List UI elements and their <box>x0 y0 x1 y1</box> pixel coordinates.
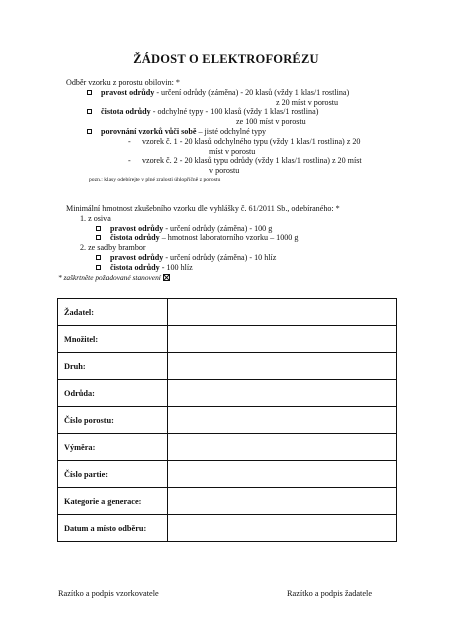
sub-item: - vzorek č. 1 - 20 klasů odchylného typu (vždy 1 klas/1 rostlina) z 20 <box>128 136 361 146</box>
form-field-label: Žadatel: <box>58 299 168 326</box>
sampling-note: pozn.: klasy odebírejte v plné zralosti úhlopříčně z porostu <box>89 176 221 183</box>
form-field-value[interactable] <box>168 299 397 326</box>
form-row <box>58 299 397 326</box>
form-field-value[interactable] <box>168 353 397 380</box>
form-field-label: Odrůda: <box>58 380 168 407</box>
checklist-item-continuation: z 20 míst v porostu <box>276 97 339 107</box>
signature-sampler: Razítko a podpis vzorkovatele <box>58 589 159 598</box>
form-row <box>58 461 397 488</box>
checkbox[interactable] <box>87 129 92 134</box>
form-field-label: Množitel: <box>58 326 168 353</box>
form-field-value[interactable] <box>168 380 397 407</box>
form-row <box>58 434 397 461</box>
checkbox[interactable] <box>87 90 92 95</box>
sub-item-continuation: v porostu <box>209 166 240 176</box>
form-field-value[interactable] <box>168 434 397 461</box>
sampling-section <box>66 78 362 184</box>
sampling-intro: Odběr vzorku z porostu obilovin: * <box>66 78 180 87</box>
form-field-label: Číslo partie: <box>58 461 168 488</box>
checked-box-icon <box>163 274 170 281</box>
document-title: ŽÁDOST O ELEKTROFORÉZU <box>133 52 319 66</box>
checklist-item: čistota odrůdy – hmotnost laboratorního vzorku – 1000 g <box>96 233 340 243</box>
form-field-label: Číslo porostu: <box>58 407 168 434</box>
checklist-item: pravost odrůdy - určení odrůdy (záměna) - 20 klasů (vždy 1 klas/1 rostlina) <box>87 88 362 98</box>
form-field-value[interactable] <box>168 407 397 434</box>
signature-applicant: Razítko a podpis žadatele <box>287 589 373 598</box>
applicant-form-table <box>57 298 397 542</box>
checkbox[interactable] <box>96 265 101 270</box>
form-row <box>58 326 397 353</box>
form-field-value[interactable] <box>168 461 397 488</box>
form-field-label: Kategorie a generace: <box>58 488 168 515</box>
form-field-label: Datum a místo odběru: <box>58 515 168 542</box>
checkbox[interactable] <box>96 226 101 231</box>
form-row <box>58 353 397 380</box>
form-row <box>58 380 397 407</box>
sub-item-continuation: míst v porostu <box>209 146 256 156</box>
form-row <box>58 488 397 515</box>
checkbox[interactable] <box>87 109 92 114</box>
dash-bullet: - <box>128 156 131 166</box>
form-row <box>58 515 397 542</box>
weight-section <box>58 204 340 282</box>
form-field-label: Druh: <box>58 353 168 380</box>
group-heading-seed: 1. z osiva <box>80 213 111 223</box>
checklist-item: čistota odrůdy - odchylné typy - 100 klasů (vždy 1 klas/1 rostlina) <box>87 107 362 117</box>
checklist-item-continuation: ze 100 míst v porostu <box>236 117 306 127</box>
weight-intro: Minimální hmotnost zkušebního vzorku dle vyhlášky č. 61/2011 Sb., odebíraného: * <box>66 204 340 213</box>
form-field-value[interactable] <box>168 488 397 515</box>
checklist-item: porovnání vzorků vůči sobě – jisté odchylné typy <box>87 127 362 137</box>
dash-bullet: - <box>128 136 131 146</box>
sub-item: - vzorek č. 2 - 20 klasů typu odrůdy (vždy 1 klas/1 rostlina) z 20 míst <box>128 156 362 166</box>
footnote: * zaškrtněte požadované stanovení <box>58 273 340 283</box>
checklist-item: pravost odrůdy - určení odrůdy (záměna) - 10 hlíz <box>96 253 340 263</box>
form-row <box>58 407 397 434</box>
group-heading-potatoes: 2. ze sadby brambor <box>80 243 146 253</box>
checklist-item: pravost odrůdy - určení odrůdy (záměna) - 100 g <box>96 224 340 234</box>
checklist-item: čistota odrůdy - 100 hlíz <box>96 263 340 273</box>
form-field-label: Výměra: <box>58 434 168 461</box>
form-field-value[interactable] <box>168 326 397 353</box>
checkbox[interactable] <box>96 235 101 240</box>
form-field-value[interactable] <box>168 515 397 542</box>
checkbox[interactable] <box>96 255 101 260</box>
